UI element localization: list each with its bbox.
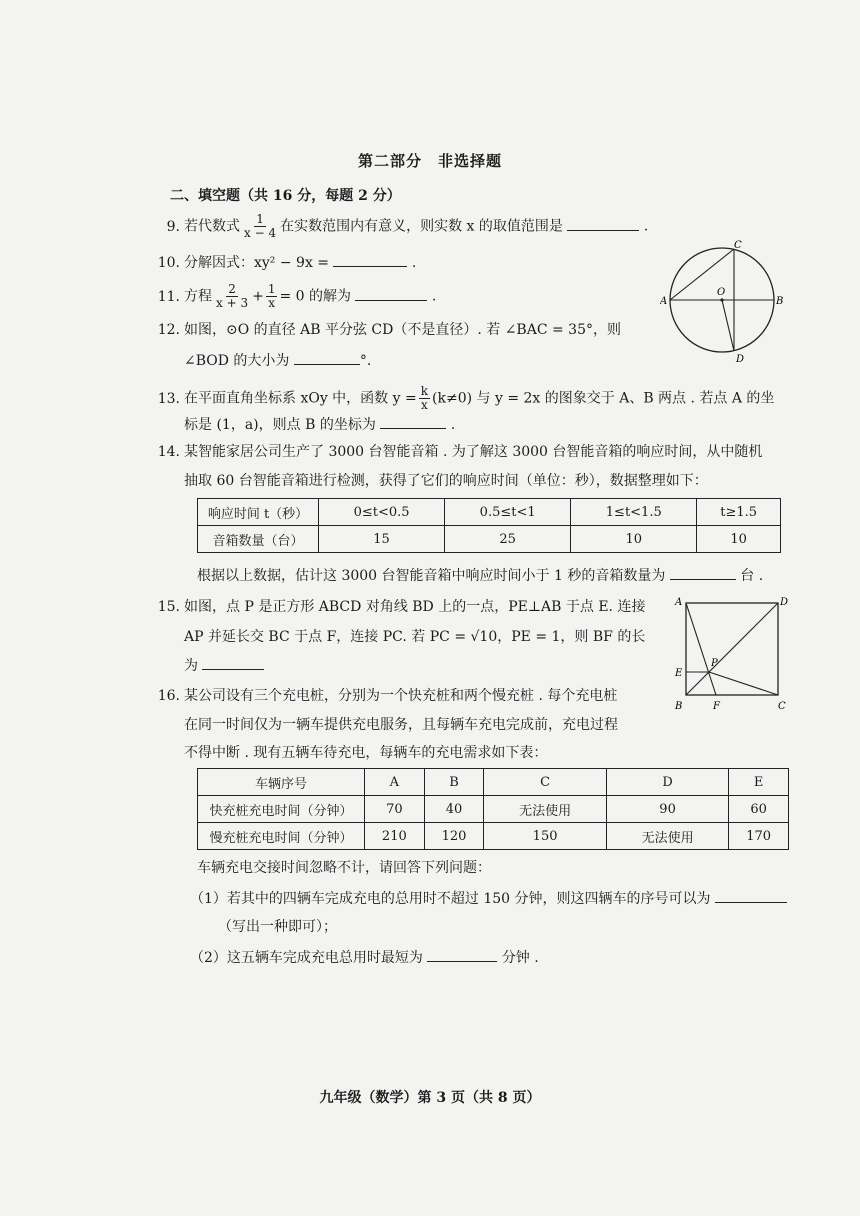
fraction: $\frac{2}{x + 3}$ [216, 282, 249, 310]
table-cell: 音箱数量（台） [198, 526, 319, 553]
label-c: C [778, 701, 786, 712]
part-title: 第二部分 非选择题 [357, 152, 502, 170]
label-d: D [780, 597, 789, 608]
question-number: 10. [157, 255, 180, 271]
question-12-line2: ∠BOD 的大小为 °. [184, 350, 371, 371]
answer-blank[interactable] [294, 350, 360, 365]
table-cell: t≥1.5 [697, 499, 781, 526]
question-16-line2: 在同一时间仅为一辆车提供充电服务，且每辆车充电完成前，充电过程 [184, 717, 618, 733]
question-16-note: 车辆充电交接时间忽略不计，请回答下列问题： [197, 860, 491, 876]
question-16-part1: （1）若其中的四辆车完成充电的总用时不超过 150 分钟，则这四辆车的序号可以为 [190, 888, 787, 909]
table-cell: 25 [445, 526, 571, 553]
table-cell: A [365, 769, 425, 796]
table-cell: 无法使用 [484, 796, 606, 823]
question-12: 12. 如图，⊙O 的直径 AB 平分弦 CD（不是直径）. 若 ∠BAC = 35°，则 [150, 320, 621, 340]
question-number: 12. [157, 322, 180, 338]
section-heading: 二、填空题（共 16 分，每题 2 分） [170, 188, 401, 204]
answer-blank[interactable] [567, 216, 639, 231]
question-10: 10. 分解因式：xy² − 9x = . [150, 252, 416, 273]
label-f: F [713, 701, 720, 712]
table-cell: 90 [606, 796, 728, 823]
answer-blank[interactable] [427, 947, 497, 962]
response-time-table [197, 498, 781, 553]
table-cell: 0≤t<0.5 [319, 499, 445, 526]
table-cell: D [606, 769, 728, 796]
label-b: B [776, 296, 784, 307]
table-row [198, 769, 789, 796]
fraction: $\frac{k}{x}$ [420, 384, 429, 412]
square-figure [672, 593, 792, 715]
label-p: P [711, 658, 718, 669]
table-cell: 0.5≤t<1 [445, 499, 571, 526]
label-o: O [717, 287, 726, 298]
question-number: 11. [157, 288, 180, 305]
table-cell: 快充桩充电时间（分钟） [198, 796, 365, 823]
question-13-line2: 标是 (1，a)，则点 B 的坐标为 . [184, 414, 455, 435]
answer-blank[interactable] [715, 888, 787, 903]
label-b: B [675, 701, 683, 712]
table-cell: 响应时间 t（秒） [198, 499, 319, 526]
table-cell: C [484, 769, 606, 796]
question-15-line3: 为 [184, 655, 264, 676]
segment-pc [709, 672, 778, 695]
table-cell: 210 [365, 823, 425, 850]
center-point [720, 298, 723, 301]
question-number: 9. [166, 218, 180, 235]
question-11: 11. 方程 $\frac{2}{x + 3}$ + $\frac{1}{x}$ = 0 的解为 . [150, 283, 436, 310]
question-14-line2: 抽取 60 台智能音箱进行检测，获得了它们的响应时间（单位：秒），数据整理如下： [184, 473, 708, 489]
table-cell: 无法使用 [606, 823, 728, 850]
diagonal-bd [686, 603, 778, 695]
fraction: $\frac{1}{x}$ [267, 282, 276, 310]
question-16-line3: 不得中断 . 现有五辆车待充电，每辆车的充电需求如下表： [184, 745, 548, 761]
table-cell: E [729, 769, 789, 796]
charging-table [197, 768, 789, 850]
question-13: 13. 在平面直角坐标系 xOy 中，函数 y = $\frac{k}{x}$ (k≠0) 与 y = 2x 的图象交于 A、B 两点 . 若点 A 的坐 [150, 385, 774, 412]
table-cell: 车辆序号 [198, 769, 365, 796]
table-cell: 70 [365, 796, 425, 823]
table-cell: 60 [729, 796, 789, 823]
table-cell: 1≤t<1.5 [571, 499, 697, 526]
table-row [198, 796, 789, 823]
table-cell: 170 [729, 823, 789, 850]
question-number: 13. [157, 390, 180, 407]
circle-figure [660, 240, 790, 365]
table-row [198, 499, 781, 526]
answer-blank[interactable] [670, 565, 736, 580]
question-16-part2: （2）这五辆车完成充电总用时最短为 分钟 . [190, 947, 539, 968]
question-number: 16. [157, 688, 180, 704]
table-cell: 15 [319, 526, 445, 553]
question-15: 15. 如图，点 P 是正方形 ABCD 对角线 BD 上的一点，PE⊥AB 于点 E. 连接 [150, 597, 645, 617]
label-d: D [736, 354, 745, 365]
table-cell: 慢充桩充电时间（分钟） [198, 823, 365, 850]
answer-blank[interactable] [380, 414, 446, 429]
question-16-part1b: （写出一种即可）； [218, 919, 337, 935]
question-9: 9. 若代数式 $\frac{1}{x - 4}$ 在实数范围内有意义，则实数 x 的取值范围是 . [150, 213, 648, 240]
table-row [198, 526, 781, 553]
table-cell: 40 [424, 796, 484, 823]
question-15-line2: AP 并延长交 BC 于点 F，连接 PC. 若 PC = √10，PE = 1，则 BF 的长 [184, 629, 646, 645]
fraction: $\frac{1}{x - 4}$ [244, 212, 277, 240]
page-footer: 九年级（数学）第 3 页（共 8 页） [319, 1090, 541, 1106]
segment-af [686, 603, 716, 695]
table-row [198, 823, 789, 850]
table-cell: B [424, 769, 484, 796]
question-14: 14. 某智能家居公司生产了 3000 台智能音箱 . 为了解这 3000 台智能音箱的响应时间，从中随机 [150, 442, 762, 462]
segment-od [722, 300, 734, 351]
table-cell: 10 [697, 526, 781, 553]
answer-blank[interactable] [333, 252, 407, 267]
label-a: A [660, 296, 668, 307]
table-cell: 150 [484, 823, 606, 850]
question-16: 16. 某公司设有三个充电桩，分别为一个快充桩和两个慢充桩 . 每个充电桩 [150, 686, 617, 706]
answer-blank[interactable] [202, 655, 264, 670]
question-14-after: 根据以上数据，估计这 3000 台智能音箱中响应时间小于 1 秒的音箱数量为 台 . [197, 565, 763, 586]
question-number: 14. [157, 444, 180, 460]
answer-blank[interactable] [355, 286, 427, 301]
table-cell: 120 [424, 823, 484, 850]
label-e: E [675, 668, 683, 679]
table-cell: 10 [571, 526, 697, 553]
label-a: A [675, 597, 683, 608]
question-number: 15. [157, 599, 180, 615]
label-c: C [734, 240, 742, 251]
